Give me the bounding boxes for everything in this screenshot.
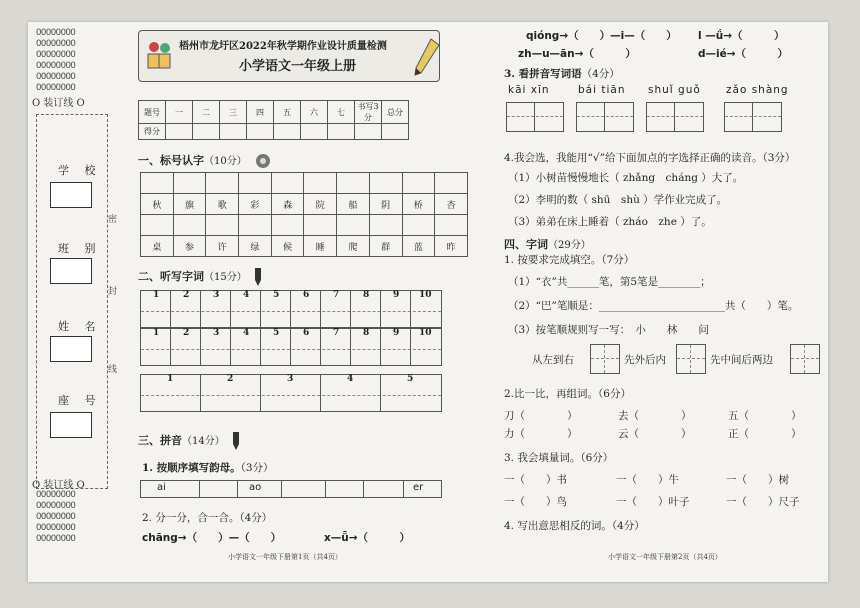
item-number: 3 [213, 328, 220, 338]
pencil-icon [411, 37, 441, 77]
pinyin-item-b: x—ǖ→（ ） [324, 532, 411, 544]
score-cell[interactable] [355, 124, 382, 140]
blank-cell[interactable] [435, 173, 468, 194]
score-header-cell: 四 [247, 101, 274, 124]
score-cell[interactable] [220, 124, 247, 140]
score-header-cell: 三 [220, 101, 247, 124]
stroke-question-1[interactable]: （1）“衣”共______笔，第5笔是________； [508, 276, 711, 288]
item-number: 7 [333, 290, 340, 300]
seal-mark-feng: 封 [108, 287, 118, 297]
char-cell: 群 [369, 236, 402, 257]
exam-paper [28, 22, 828, 582]
item-number: 6 [303, 290, 310, 300]
char-cell: 睡 [304, 236, 337, 257]
char-cell: 候 [271, 236, 304, 257]
score-row-label: 得分 [139, 124, 166, 140]
measure-word-6[interactable]: 一（ ）尺子 [726, 496, 800, 508]
reading-children-icon [145, 39, 173, 73]
binding-holes-top: OOOOOOOO OOOOOOOO OOOOOOOO OOOOOOOO OOOOOOOO OOOOOOOO [36, 28, 76, 93]
blank-cell[interactable] [271, 215, 304, 236]
binding-line-label-top: O 装订线 O [32, 98, 85, 109]
char-cell: 桥 [402, 194, 435, 215]
character-grid [140, 172, 468, 257]
school-label: 学 校 [58, 164, 102, 177]
vowel-ai: ai [157, 482, 166, 493]
exam-title-line2: 小学语文一年级上册 [239, 59, 357, 74]
measure-word-2[interactable]: 一（ ）牛 [616, 474, 679, 486]
word-box-1[interactable] [506, 102, 564, 132]
item-number: 8 [363, 290, 370, 300]
section1-heading: 一、标号认字（10分） [138, 152, 273, 170]
blank-cell[interactable] [206, 215, 239, 236]
pinyin-word-3: shuǐ guǒ [648, 84, 701, 96]
score-header-cell: 书写3分 [355, 101, 382, 124]
char-cell: 船 [337, 194, 370, 215]
blank-cell[interactable] [271, 173, 304, 194]
blank-cell[interactable] [402, 173, 435, 194]
char-cell: 桌 [141, 236, 174, 257]
item-number: 10 [419, 328, 432, 338]
vowel-fill-bar[interactable] [140, 480, 442, 498]
item-number: 4 [243, 328, 250, 338]
char-cell: 秋 [141, 194, 174, 215]
pinyin-word-2: bái tiān [578, 84, 626, 96]
section2-heading: 二、听写字词（15分） [138, 268, 265, 286]
compare-word-1[interactable]: 刀（ ） [504, 410, 578, 422]
seal-mark-xian: 线 [108, 365, 118, 375]
compare-word-2[interactable]: 去（ ） [618, 410, 692, 422]
q3-1-prompt: 1. 按顺序填写韵母。（3分） [142, 462, 274, 474]
score-cell[interactable] [382, 124, 409, 140]
page-1 [128, 22, 468, 582]
char-cell: 爬 [337, 236, 370, 257]
char-cell: 参 [173, 236, 206, 257]
score-cell[interactable] [328, 124, 355, 140]
section3-heading: 三、拼音（14分） [138, 432, 243, 450]
blank-cell[interactable] [141, 215, 174, 236]
tianzige-box-3[interactable] [790, 344, 820, 374]
q3-2-prompt: 2. 分一分，合一合。（4分） [142, 512, 273, 524]
pinyin-item-d: l —ǘ→（ ） [698, 30, 785, 42]
rule-outside-in: 先外后内 [624, 354, 666, 366]
dictation-grid-row-1[interactable] [140, 290, 442, 328]
score-header-cell: 总分 [382, 101, 409, 124]
score-cell[interactable] [193, 124, 220, 140]
pencil-small-icon [229, 432, 243, 450]
item-number: 7 [333, 328, 340, 338]
exam-title-line1: 梧州市龙圩区2022年秋学期作业设计质量检测 [179, 41, 387, 52]
seat-label: 座 号 [58, 394, 102, 407]
pinyin-item-f: d—ié→（ ） [698, 48, 789, 60]
blank-cell[interactable] [239, 215, 272, 236]
item-number: 1 [153, 328, 160, 338]
rule-left-to-right: 从左到右 [532, 354, 574, 366]
item-number: 2 [183, 290, 190, 300]
measure-word-5[interactable]: 一（ ）叶子 [616, 496, 690, 508]
blank-cell[interactable] [369, 173, 402, 194]
q4-4-prompt: 4. 写出意思相反的词。（4分） [504, 520, 645, 532]
char-cell: 绿 [239, 236, 272, 257]
blank-cell[interactable] [304, 215, 337, 236]
item-number: 6 [303, 328, 310, 338]
char-cell: 杏 [435, 194, 468, 215]
item-number: 9 [393, 290, 400, 300]
q3-4-prompt: 4.我会选，我能用“√”给下面加点的字选择正确的读音。（3分） [504, 152, 796, 164]
char-cell: 许 [206, 236, 239, 257]
word-box-3[interactable] [646, 102, 704, 132]
item-number: 3 [287, 374, 294, 384]
dictation-grid-row-3[interactable] [140, 374, 442, 412]
score-header-cell: 一 [166, 101, 193, 124]
snail-icon [251, 152, 273, 170]
section4-heading: 四、字词（29分） [504, 238, 591, 251]
vowel-er: er [413, 482, 424, 493]
item-number: 5 [407, 374, 414, 384]
char-cell: 旗 [173, 194, 206, 215]
score-header-cell: 二 [193, 101, 220, 124]
stroke-question-3: （3）按笔顺规则写一写： 小 林 问 [508, 324, 709, 336]
word-box-2[interactable] [576, 102, 634, 132]
char-cell: 院 [304, 194, 337, 215]
page-footer-left: 小学语文一年级下册第1页（共4页） [228, 553, 342, 561]
blank-cell[interactable] [206, 173, 239, 194]
vowel-ao: ao [249, 482, 262, 493]
score-header-cell: 五 [274, 101, 301, 124]
reading-choice-3[interactable]: （3）弟弟在床上睡着（ zháo zhe ）了。 [508, 216, 712, 228]
pinyin-word-4: zǎo shàng [726, 84, 789, 96]
page-2 [498, 22, 828, 582]
reading-choice-2[interactable]: （2）李明的数（ shū shù ）学作业完成了。 [508, 194, 728, 206]
measure-word-4[interactable]: 一（ ）鸟 [504, 496, 567, 508]
seal-mark-mi: 密 [108, 215, 118, 225]
compare-word-4[interactable]: 力（ ） [504, 428, 578, 440]
binding-strip [28, 22, 128, 582]
blank-cell[interactable] [435, 215, 468, 236]
item-number: 4 [347, 374, 354, 384]
item-number: 4 [243, 290, 250, 300]
tianzige-box-1[interactable] [590, 344, 620, 374]
char-cell: 森 [271, 194, 304, 215]
blank-cell[interactable] [239, 173, 272, 194]
item-number: 5 [273, 290, 280, 300]
pinyin-item-c: qióng→（ ）—i—（ ） [526, 30, 677, 42]
reading-choice-1[interactable]: （1）小树苗慢慢地长（ zhǎng cháng ）大了。 [508, 172, 744, 184]
pencil-small-icon [251, 268, 265, 286]
pinyin-item-e: zh—u—ān→（ ） [518, 48, 636, 60]
rule-middle-first: 先中间后两边 [710, 354, 773, 366]
q4-3-prompt: 3. 我会填量词。（6分） [504, 452, 614, 464]
item-number: 1 [167, 374, 174, 384]
blank-cell[interactable] [369, 215, 402, 236]
measure-word-1[interactable]: 一（ ）书 [504, 474, 567, 486]
binding-holes-bottom: OOOOOOOO OOOOOOOO OOOOOOOO OOOOOOOO OOOOOOOO [36, 490, 76, 544]
compare-word-3[interactable]: 五（ ） [728, 410, 802, 422]
item-number: 3 [213, 290, 220, 300]
item-number: 2 [183, 328, 190, 338]
blank-cell[interactable] [337, 215, 370, 236]
blank-cell[interactable] [304, 173, 337, 194]
name-label: 姓 名 [58, 320, 102, 333]
item-number: 8 [363, 328, 370, 338]
item-number: 1 [153, 290, 160, 300]
score-cell[interactable] [247, 124, 274, 140]
score-cell[interactable] [274, 124, 301, 140]
item-number: 2 [227, 374, 234, 384]
q4-2-prompt: 2.比一比，再组词。（6分） [504, 388, 631, 400]
score-header-cell: 题号 [139, 101, 166, 124]
char-cell: 歌 [206, 194, 239, 215]
stroke-question-2[interactable]: （2）“巴”笔顺是：________________________共（ ）笔。 [508, 300, 799, 312]
seat-field[interactable] [50, 412, 92, 438]
page-footer-right: 小学语文一年级下册第2页（共4页） [608, 553, 722, 561]
score-cell[interactable] [301, 124, 328, 140]
char-cell: 阴 [369, 194, 402, 215]
class-label: 班 别 [58, 242, 102, 255]
char-cell: 昨 [435, 236, 468, 257]
score-table [138, 100, 409, 140]
item-number: 5 [273, 328, 280, 338]
char-cell: 彩 [239, 194, 272, 215]
dictation-grid-row-2[interactable] [140, 328, 442, 366]
blank-cell[interactable] [337, 173, 370, 194]
binding-line-label-bottom: O 装订线 O [32, 480, 85, 491]
blank-cell[interactable] [173, 215, 206, 236]
pinyin-word-1: kāi xīn [508, 84, 550, 96]
score-header-cell: 七 [328, 101, 355, 124]
blank-cell[interactable] [141, 173, 174, 194]
class-field[interactable] [50, 258, 92, 284]
name-field[interactable] [50, 336, 92, 362]
q3-3-prompt: 3. 看拼音写词语（4分） [504, 68, 620, 80]
compare-word-5[interactable]: 云（ ） [618, 428, 692, 440]
char-cell: 蓝 [402, 236, 435, 257]
score-header-cell: 六 [301, 101, 328, 124]
measure-word-3[interactable]: 一（ ）树 [726, 474, 789, 486]
score-cell[interactable] [166, 124, 193, 140]
exam-header-banner [138, 30, 440, 82]
item-number: 9 [393, 328, 400, 338]
tianzige-box-2[interactable] [676, 344, 706, 374]
compare-word-6[interactable]: 正（ ） [728, 428, 802, 440]
word-box-4[interactable] [724, 102, 782, 132]
item-number: 10 [419, 290, 432, 300]
blank-cell[interactable] [402, 215, 435, 236]
pinyin-item-a: chāng→（ ）—（ ） [142, 532, 282, 544]
q4-1-prompt: 1. 按要求完成填空。（7分） [504, 254, 635, 266]
blank-cell[interactable] [173, 173, 206, 194]
school-field[interactable] [50, 182, 92, 208]
